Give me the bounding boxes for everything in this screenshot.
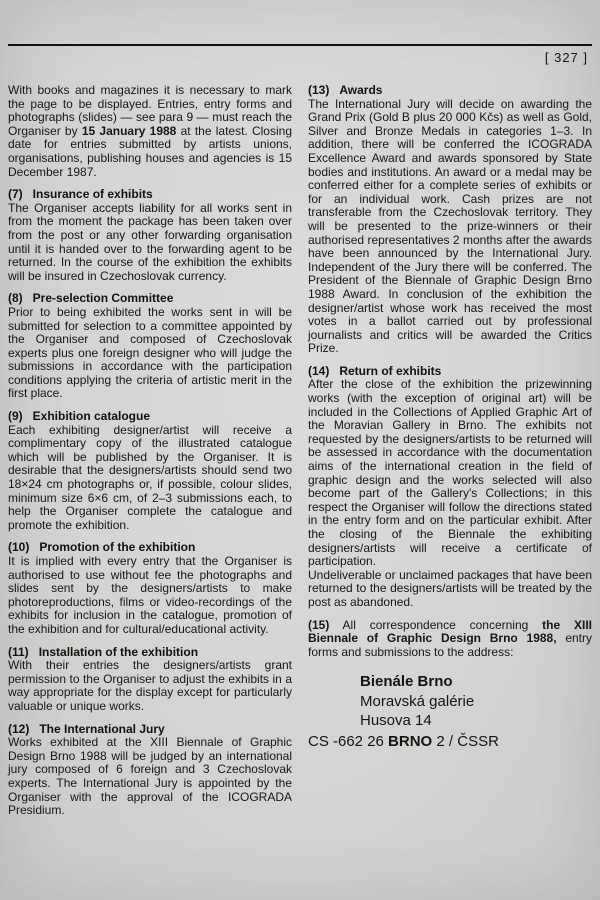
section-12-heading bbox=[8, 723, 292, 737]
section-11-number: (11) bbox=[8, 644, 29, 659]
section-9-number: (9) bbox=[8, 409, 23, 424]
section-15-paragraph bbox=[308, 619, 592, 660]
section-8-title: Pre-selection Committee bbox=[32, 291, 174, 306]
section-9-body: Each exhibiting designer/artist will receive a complimentary copy of the illustrated catalogue which will be published by the Organiser. It is desirable that the designers/artists should send two 18×24 cm photographs or, if possible, colour slides, minimum size 6×6 cm, of 2–3 submissions each, to help the Organiser complete the catalogue and promote the exhibition. bbox=[8, 422, 292, 532]
section-12-body: Works exhibited at the XIII Biennale of Graphic Design Brno 1988 will be judged by an international jury composed of 6 foreign and 3 Czechoslovak experts. The International Jury is appointed by the Organiser with the approval of the ICOGRADA Presidium. bbox=[8, 735, 292, 818]
right-column bbox=[308, 84, 592, 818]
section-12 bbox=[8, 723, 292, 818]
section-14-body: After the close of the exhibition the prizewinning works (with the exception of original art) will be included in the Collections of Applied Graphic Art of the Moravian Gallery in Brno. The exhibits not requested by the designers/artists to be returned will be assessed in accordance with the documentation aims of the international creation in the field of graphic design and the works selected will also become part of the Gallery's Collections; in this respect the Organiser will follow the directions stated in the entry form and on the particular exhibit. After the closing of the Biennale the exhibiting designers/artists will receive a certificate of participation. bbox=[308, 377, 592, 569]
section-14-body2: Undeliverable or unclaimed packages that have been returned to the designers/artists will be treated by the post as abandoned. bbox=[308, 567, 592, 609]
section-7-title: Insurance of exhibits bbox=[32, 187, 153, 202]
address-block bbox=[308, 672, 592, 751]
section-14-title: Return of exhibits bbox=[339, 363, 442, 378]
section-10-title: Promotion of the exhibition bbox=[39, 540, 196, 555]
section-11-body: With their entries the designers/artists grant permission to the Organiser to adjust the exhibits in a way appropriate for the display except for particularly valuable or unique works. bbox=[8, 658, 292, 713]
section-13-title: Awards bbox=[339, 83, 383, 97]
section-7-number: (7) bbox=[8, 187, 23, 202]
intro-deadline-bold: 15 January 1988 bbox=[81, 123, 177, 138]
address-city-bold: BRNO bbox=[388, 732, 433, 750]
section-8-body: Prior to being exhibited the works sent in will be submitted for selection to a committee appointed by the Organiser and composed of Czechoslovak experts plus one foreign designer who will judge the submissions in accordance with the participation conditions applying the criteria of artistic merit in the first place. bbox=[8, 304, 292, 401]
section-13-heading bbox=[308, 84, 592, 98]
section-15-text-post: entry forms and submissions to the address: bbox=[308, 631, 593, 659]
section-9-heading bbox=[8, 410, 292, 424]
section-11-title: Installation of the exhibition bbox=[38, 644, 199, 659]
section-11-heading bbox=[8, 646, 292, 660]
top-rule bbox=[8, 44, 592, 46]
section-8-number: (8) bbox=[8, 291, 23, 306]
section-15-biennale-bold: the XIII Biennale of Graphic Design Brno 1988, bbox=[308, 617, 592, 646]
section-12-title: The International Jury bbox=[39, 721, 165, 736]
section-9 bbox=[8, 410, 292, 532]
address-city-line bbox=[308, 732, 592, 752]
section-8 bbox=[8, 292, 292, 401]
address-street: Husova 14 bbox=[360, 712, 432, 730]
section-7 bbox=[8, 188, 292, 283]
address-country: 2 / ČSSR bbox=[432, 732, 499, 750]
section-7-body: The Organiser accepts liability for all works sent in from the moment the package has been taken over from the post or any other forwarding organisation until it is handed over to the forwarding agent to be returned. In the course of the exhibition the exhibits will be insured in Czechoslovak currency. bbox=[8, 200, 292, 283]
address-postcode: CS -662 26 bbox=[308, 732, 389, 750]
section-7-heading bbox=[8, 188, 292, 202]
address-name: Bienále Brno bbox=[360, 673, 453, 691]
section-14-heading bbox=[308, 365, 592, 379]
address-street-org: Moravská galérie bbox=[360, 692, 475, 710]
intro-paragraph bbox=[8, 84, 292, 179]
section-10-number: (10) bbox=[8, 540, 30, 555]
section-13 bbox=[308, 84, 592, 356]
section-9-title: Exhibition catalogue bbox=[32, 409, 151, 424]
section-8-heading bbox=[8, 292, 292, 306]
left-column bbox=[8, 84, 292, 818]
section-12-number: (12) bbox=[8, 721, 30, 736]
section-13-number: (13) bbox=[308, 83, 330, 97]
section-15-number: (15) bbox=[308, 617, 330, 632]
section-11 bbox=[8, 646, 292, 714]
section-10-heading bbox=[8, 541, 292, 555]
section-15 bbox=[308, 619, 592, 660]
section-14-number: (14) bbox=[308, 363, 330, 378]
intro-text-post: at the latest. Closing date for entries submitted by artists unions, organisations, publishing houses and agencies is 15 December 1987. bbox=[8, 123, 292, 179]
page-number: [ 327 ] bbox=[544, 50, 588, 65]
section-10 bbox=[8, 541, 292, 636]
section-10-body: It is implied with every entry that the Organiser is authorised to use without fee the photographs and slides sent by the designers/artists to make photoreproductions, films or video-recordings of the exhibits for inclusion in the catalogue, promotion of the exhibition and for cultural/educational activity. bbox=[8, 554, 292, 636]
text-columns bbox=[8, 84, 592, 818]
intro-text-pre: With books and magazines it is necessary to mark the page to be displayed. Entries, entry forms and photographs (slides) — see para 9 — must reach the Organiser by bbox=[8, 83, 292, 138]
section-15-text-pre: All correspondence concerning bbox=[329, 617, 543, 632]
section-14 bbox=[308, 365, 592, 610]
section-13-body: The International Jury will decide on awarding the Grand Prix (Gold B plus 20 000 Kčs) as well as Gold, Silver and Bronze Medals in categories 1–3. In addition, there will be conferred the ICOGRADA Excellence Award and awards sponsored by State bodies and institutions. An award or a medal may be conferred either for a complete series of exhibits or for an individual work. Cash prizes are not transferable from the Czechoslovak territory. They will be presented to the prize-winners or their authorised representatives 2 months after the awards have been announced by the International Jury. Independent of the Jury there will be conferred. The President of the Biennale of Graphic Design Brno 1988 Award. In conclusion of the exhibition the designer/artist whose work has received the most votes in a ballot carried out by professional journalists and critics will be awarded the Critics Prize. bbox=[308, 96, 592, 356]
